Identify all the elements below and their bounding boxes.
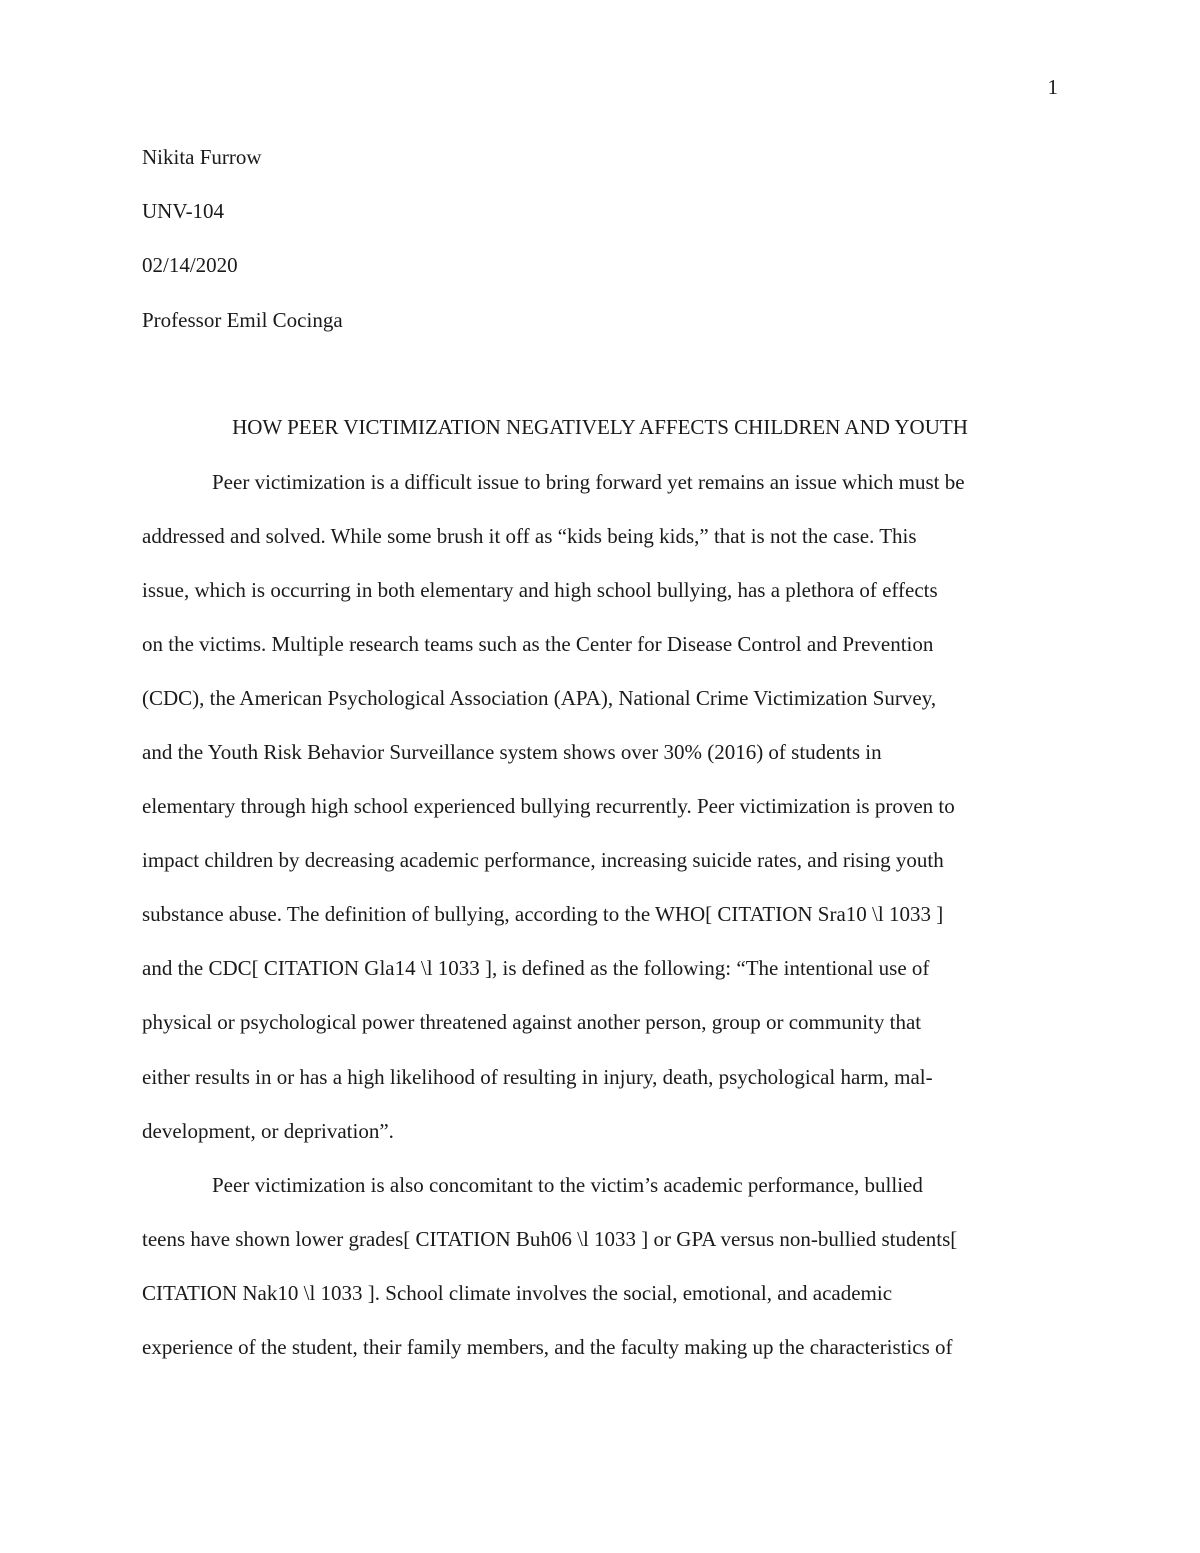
body-line: Peer victimization is also concomitant to the victim’s academic performance, bullied [212,1173,923,1197]
body-line: on the victims. Multiple research teams such as the Center for Disease Control and Prevention [142,632,934,656]
body-line: physical or psychological power threatened against another person, group or community that [142,1010,922,1034]
author-name: Nikita Furrow [142,145,262,169]
body-line: addressed and solved. While some brush it off as “kids being kids,” that is not the case. This [142,524,917,548]
body-line: and the Youth Risk Behavior Surveillance system shows over 30% (2016) of students in [142,740,882,764]
course-code: UNV-104 [142,199,225,223]
body-line: (CDC), the American Psychological Association (APA), National Crime Victimization Survey, [142,686,937,710]
body-line: development, or deprivation”. [142,1119,394,1143]
professor-name: Professor Emil Cocinga [142,308,343,332]
body-line: and the CDC[ CITATION Gla14 \l 1033 ], is defined as the following: “The intentional use of [142,956,930,980]
document-date: 02/14/2020 [142,253,238,277]
body-line: Peer victimization is a difficult issue to bring forward yet remains an issue which must be [212,470,965,494]
page-number: 1 [1047,75,1058,99]
body-line: teens have shown lower grades[ CITATION Buh06 \l 1033 ] or GPA versus non-bullied students[ [142,1227,958,1251]
body-line: CITATION Nak10 \l 1033 ]. School climate involves the social, emotional, and academic [142,1281,893,1305]
body-line: experience of the student, their family members, and the faculty making up the characteristics of [142,1335,953,1359]
body-line: substance abuse. The definition of bullying, according to the WHO[ CITATION Sra10 \l 1033 ] [142,902,944,926]
paper-title: HOW PEER VICTIMIZATION NEGATIVELY AFFECTS CHILDREN AND YOUTH [232,415,968,439]
body-line: issue, which is occurring in both elementary and high school bullying, has a plethora of effects [142,578,938,602]
body-line: impact children by decreasing academic performance, increasing suicide rates, and rising youth [142,848,944,872]
body-line: either results in or has a high likelihood of resulting in injury, death, psychological harm, mal- [142,1065,933,1089]
body-line: elementary through high school experienced bullying recurrently. Peer victimization is proven to [142,794,955,818]
